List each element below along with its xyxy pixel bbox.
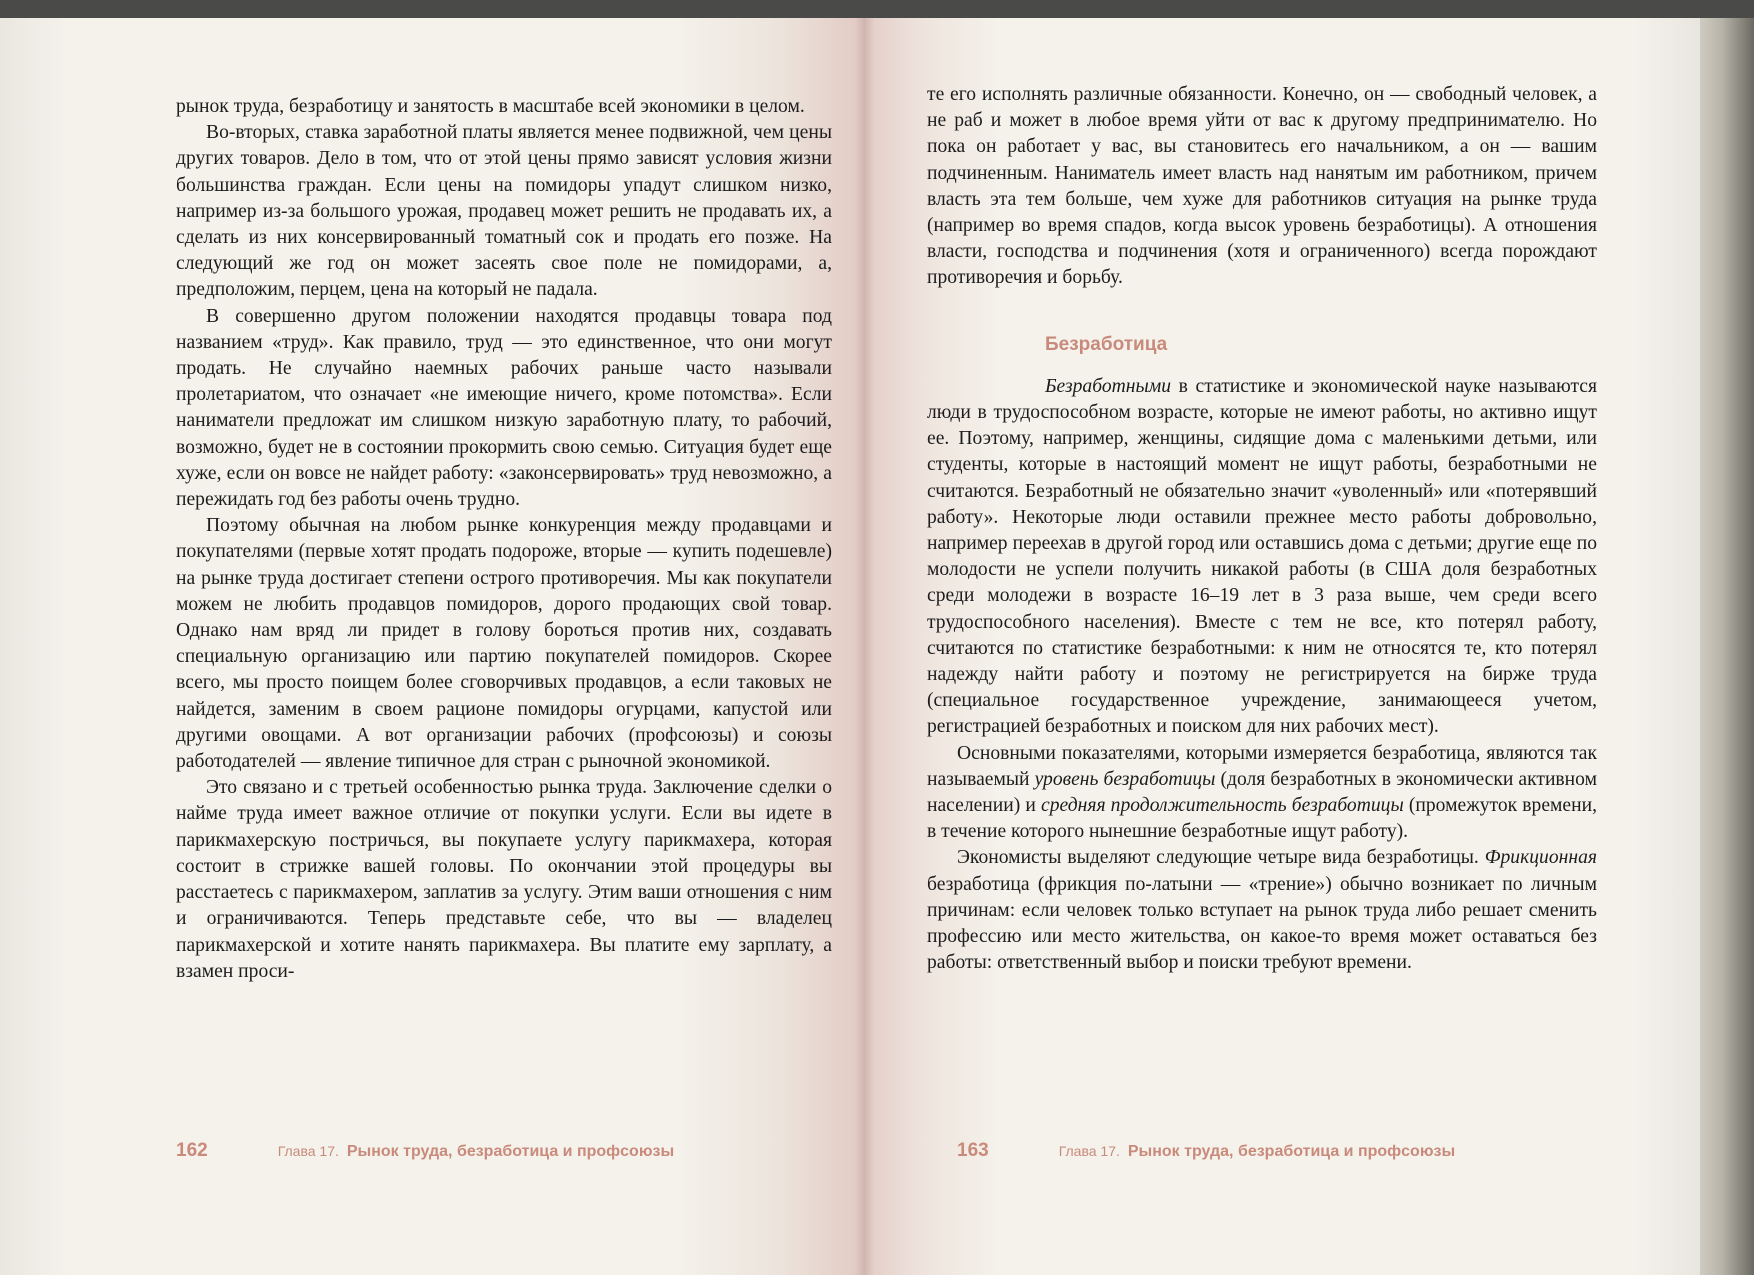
left-page (0, 18, 865, 1275)
emphasis: средняя продолжительность безработицы (1041, 795, 1404, 817)
page-edges (1700, 18, 1754, 1275)
text-run: Экономисты выделяют следующие четыре вида безработицы. (957, 847, 1485, 869)
paragraph: Это связано и с третьей особенностью рынка труда. Заключение сделки о найме труда имеет важное отличие от покупки услуги. Если вы идете в парикмахерскую постричься, вы покупаете услугу парикмахера, которая состоит в стрижке вашей головы. По окончании этой процедуры вы расстаетесь с парикмахером, заплатив за услугу. Этим ваши отношения с ним и ограничиваются. Теперь представьте себе, что вы — владелец парикмахерской и хотите нанять парикмахера. Вы платите ему зарплату, а взамен проси- (176, 777, 832, 982)
left-page-text (176, 94, 832, 985)
emphasis: уровень безработицы (1034, 768, 1216, 790)
paragraph: рынок труда, безработицу и занятость в масштабе всей экономики в целом. (176, 96, 805, 117)
paragraph (927, 741, 1597, 846)
page-number: 163 (957, 1140, 989, 1161)
page-number: 162 (176, 1140, 208, 1161)
paragraph (927, 845, 1597, 976)
text-run: в статистике и экономической науке называются люди в трудоспособном возрасте, которые не имеют работы, но активно ищут ее. Поэтому, например, женщины, сидящие дома с маленькими детьми, или студенты, которые в настоящий момент не ищут работы, безработными не считаются. Безработный не обязательно значит «уволенный» или «потерявший работу». Некоторые люди оставили прежнее место работы добровольно, например переехав в другой город или оставшись дома с детьми; другие еще по молодости не успели получить никакой работы (в США доля безработных среди молодежи в возрасте 16–19 лет в 3 раза выше, чем среди всего трудоспособного населения). Вместе с тем не все, кто потерял работу, считаются по статистике безработными: к ним не относятся те, кто потерял надежду найти работу и поэтому не регистрируется на бирже труда (специальное государственное учреждение, занимающееся учетом, регистрацией безработных и поиском для них рабочих мест). (927, 375, 1597, 738)
right-page-text (927, 82, 1597, 977)
book-gutter (855, 18, 875, 1275)
paragraph: те его исполнять различные обязанности. Конечно, он — свободный человек, а не раб и может в любое время уйти от вас к другому предпринимателю. Но пока он работает у вас, вы становитесь его начальником, а он — вашим подчиненным. Наниматель имеет власть над нанятым им работником, причем власть эта тем больше, чем хуже для работников ситуация на рынке труда (например во время спадов, когда высок уровень безработицы). А отношения власти, господства и подчинения (хотя и ограниченного) всегда порождают противоречия и борьбу. (927, 84, 1597, 289)
right-page (865, 18, 1700, 1275)
chapter-title: Рынок труда, безработица и профсоюзы (346, 1143, 675, 1160)
emphasis: Фрикционная (1484, 847, 1597, 869)
book-spread (0, 18, 1754, 1275)
text-run: (доля безработных в экономически активном населении) и (927, 768, 1597, 817)
paragraph: Поэтому обычная на любом рынке конкуренция между продавцами и покупателями (первые хотят продать подороже, вторые — купить подешевле) на рынке труда достигает степени острого противоречия. Мы как покупатели можем не любить продавцов помидоров, дорого продающих свой товар. Однако нам вряд ли придет в голову бороться против них, создавать специальную организацию или партию покупателей помидоров. Скорее всего, мы просто поищем более сговорчивых продавцов, а если таковых не найдется, заменим в своем рационе помидоры огурцами, капустой или другими овощами. А вот организации рабочих (профсоюзы) и союзы работодателей — явление типичное для стран с рыночной экономикой. (176, 515, 832, 773)
section-heading: Безработица (1045, 333, 1168, 355)
chapter-label: Глава 17. (277, 1143, 339, 1159)
paragraph: Во-вторых, ставка заработной платы является менее подвижной, чем цены других товаров. Дело в том, что от этой цены прямо зависят условия жизни большинства граждан. Если цены на помидоры упадут слишком низко, например из-за большого урожая, продавец может решить не продавать их, а сделать из них консервированный томатный сок и продать его позже. На следующий же год он может засеять свое поле не помидорами, а, предположим, перцем, цена на который не падала. (176, 122, 832, 301)
page-footer (176, 1140, 674, 1162)
chapter-label: Глава 17. (1058, 1143, 1120, 1159)
paragraph: В совершенно другом положении находятся продавцы товара под названием «труд». Как правило, труд — это единственное, что они могут продать. Не случайно наемных рабочих раньше часто называли пролетариатом, что означает «не имеющие ничего, кроме потомства». Если наниматели предложат им слишком низкую заработную плату, то рабочий, возможно, будет не в состоянии прокормить свою семью. Ситуация будет еще хуже, если он вовсе не найдет работу: «законсервировать» труд невозможно, а пережидать год без работы очень трудно. (176, 305, 832, 511)
page-footer (957, 1140, 1455, 1162)
text-run: (промежуток времени, в течение которого нынешние безработные ищут работу). (927, 795, 1597, 843)
text-run: Основными показателями, которыми измеряется безработица, являются так называемый (927, 742, 1597, 790)
emphasis: Безработными (1045, 375, 1172, 397)
chapter-title: Рынок труда, безработица и профсоюзы (1127, 1143, 1456, 1160)
text-run: безработица (фрикция по-латыни — «трение») обычно возникает по личным причинам: если человек только вступает на рынок труда либо решает сменить профессию или место жительства, он какое-то время может оставаться без работы: ответственный выбор и поиски требуют времени. (927, 873, 1597, 974)
paragraph (927, 374, 1597, 741)
